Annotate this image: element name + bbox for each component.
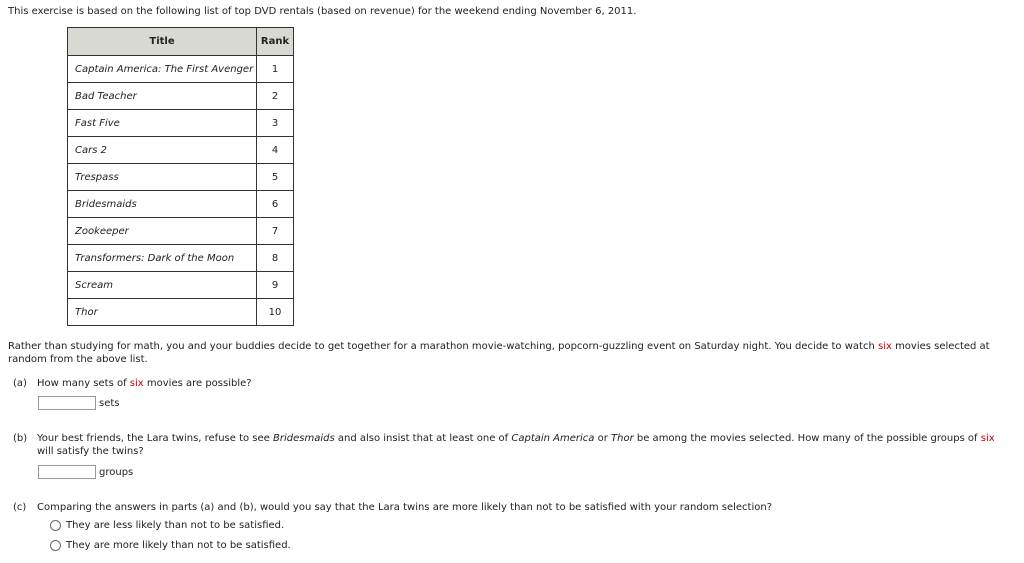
- movie-title: Thor: [68, 299, 257, 326]
- option-less-likely-label: They are less likely than not to be satisfied.: [66, 520, 285, 531]
- paragraph-highlight: six: [877, 341, 892, 352]
- answer-a-input[interactable]: [38, 396, 96, 410]
- answer-a-unit: sets: [99, 397, 120, 409]
- movie-rank: 9: [257, 272, 294, 299]
- movie-title: Trespass: [68, 164, 257, 191]
- table-row: [68, 164, 294, 191]
- movie-rank: 8: [257, 245, 294, 272]
- question-a-text-2: movies are possible?: [143, 378, 252, 389]
- header-title: Title: [68, 28, 257, 56]
- question-b-text-3: or: [594, 433, 612, 444]
- movie-title: Bad Teacher: [68, 83, 257, 110]
- movie-title: Transformers: Dark of the Moon: [68, 245, 257, 272]
- table-row: [68, 299, 294, 326]
- movie-rank: 1: [257, 56, 294, 83]
- question-a-text-1: How many sets of: [37, 378, 130, 389]
- radio-less-likely[interactable]: [50, 520, 61, 531]
- question-b-italic-3: Thor: [611, 433, 634, 444]
- table-row: [68, 218, 294, 245]
- table-row: [68, 272, 294, 299]
- option-more-likely-label: They are more likely than not to be satisfied.: [66, 540, 291, 551]
- movie-rank: 10: [257, 299, 294, 326]
- movie-title: Cars 2: [68, 137, 257, 164]
- question-b-text-4: be among the movies selected. How many of the possible groups of: [633, 433, 981, 444]
- movie-rank: 3: [257, 110, 294, 137]
- movie-rank: 5: [257, 164, 294, 191]
- answer-b-unit: groups: [99, 466, 134, 478]
- question-b-label: (b): [13, 433, 28, 444]
- radio-more-likely[interactable]: [50, 540, 61, 551]
- movie-title: Fast Five: [68, 110, 257, 137]
- question-c-label: (c): [13, 502, 27, 513]
- question-b-text-2: and also insist that at least one of: [334, 433, 512, 444]
- movie-title: Scream: [68, 272, 257, 299]
- answer-b-input[interactable]: [38, 465, 96, 479]
- option-more-likely[interactable]: [50, 540, 291, 551]
- table-header-row: [68, 28, 294, 56]
- paragraph-text-1: Rather than studying for math, you and your buddies decide to get together for a marathon movie-watching, popcorn-guzzling event on Saturday night. You decide to watch: [8, 341, 878, 352]
- movie-rank: 7: [257, 218, 294, 245]
- question-a-highlight: six: [129, 378, 144, 389]
- question-b-highlight: six: [980, 433, 995, 444]
- table-row: [68, 56, 294, 83]
- header-rank: Rank: [257, 28, 294, 56]
- movie-title: Bridesmaids: [68, 191, 257, 218]
- paragraph-text-2: movies selected at random from the above list.: [8, 341, 990, 365]
- question-a-label: (a): [13, 378, 27, 389]
- intro-text: This exercise is based on the following list of top DVD rentals (based on revenue) for the weekend ending November 6, 2011.: [8, 6, 637, 17]
- movie-rank: 2: [257, 83, 294, 110]
- question-b: [13, 432, 1018, 458]
- option-less-likely[interactable]: [50, 520, 284, 531]
- question-a: [13, 377, 252, 390]
- answer-b-row: [38, 465, 133, 479]
- scenario-paragraph: [8, 340, 1008, 366]
- movie-rank: 6: [257, 191, 294, 218]
- table-row: [68, 110, 294, 137]
- question-b-text-5: will satisfy the twins?: [37, 446, 144, 457]
- question-b-text-1: Your best friends, the Lara twins, refuse to see: [37, 433, 273, 444]
- question-c-text: Comparing the answers in parts (a) and (b), would you say that the Lara twins are more likely than not to be satisfied with your random selection?: [37, 502, 772, 513]
- question-b-italic-2: Captain America: [511, 433, 595, 444]
- movie-title: Captain America: The First Avenger: [68, 56, 257, 83]
- question-b-italic-1: Bridesmaids: [273, 433, 335, 444]
- movie-rank: 4: [257, 137, 294, 164]
- movie-title: Zookeeper: [68, 218, 257, 245]
- answer-a-row: [38, 396, 120, 410]
- table-row: [68, 137, 294, 164]
- table-row: [68, 245, 294, 272]
- table-row: [68, 191, 294, 218]
- dvd-rentals-table: [67, 27, 294, 326]
- question-c: [13, 501, 772, 514]
- table-row: [68, 83, 294, 110]
